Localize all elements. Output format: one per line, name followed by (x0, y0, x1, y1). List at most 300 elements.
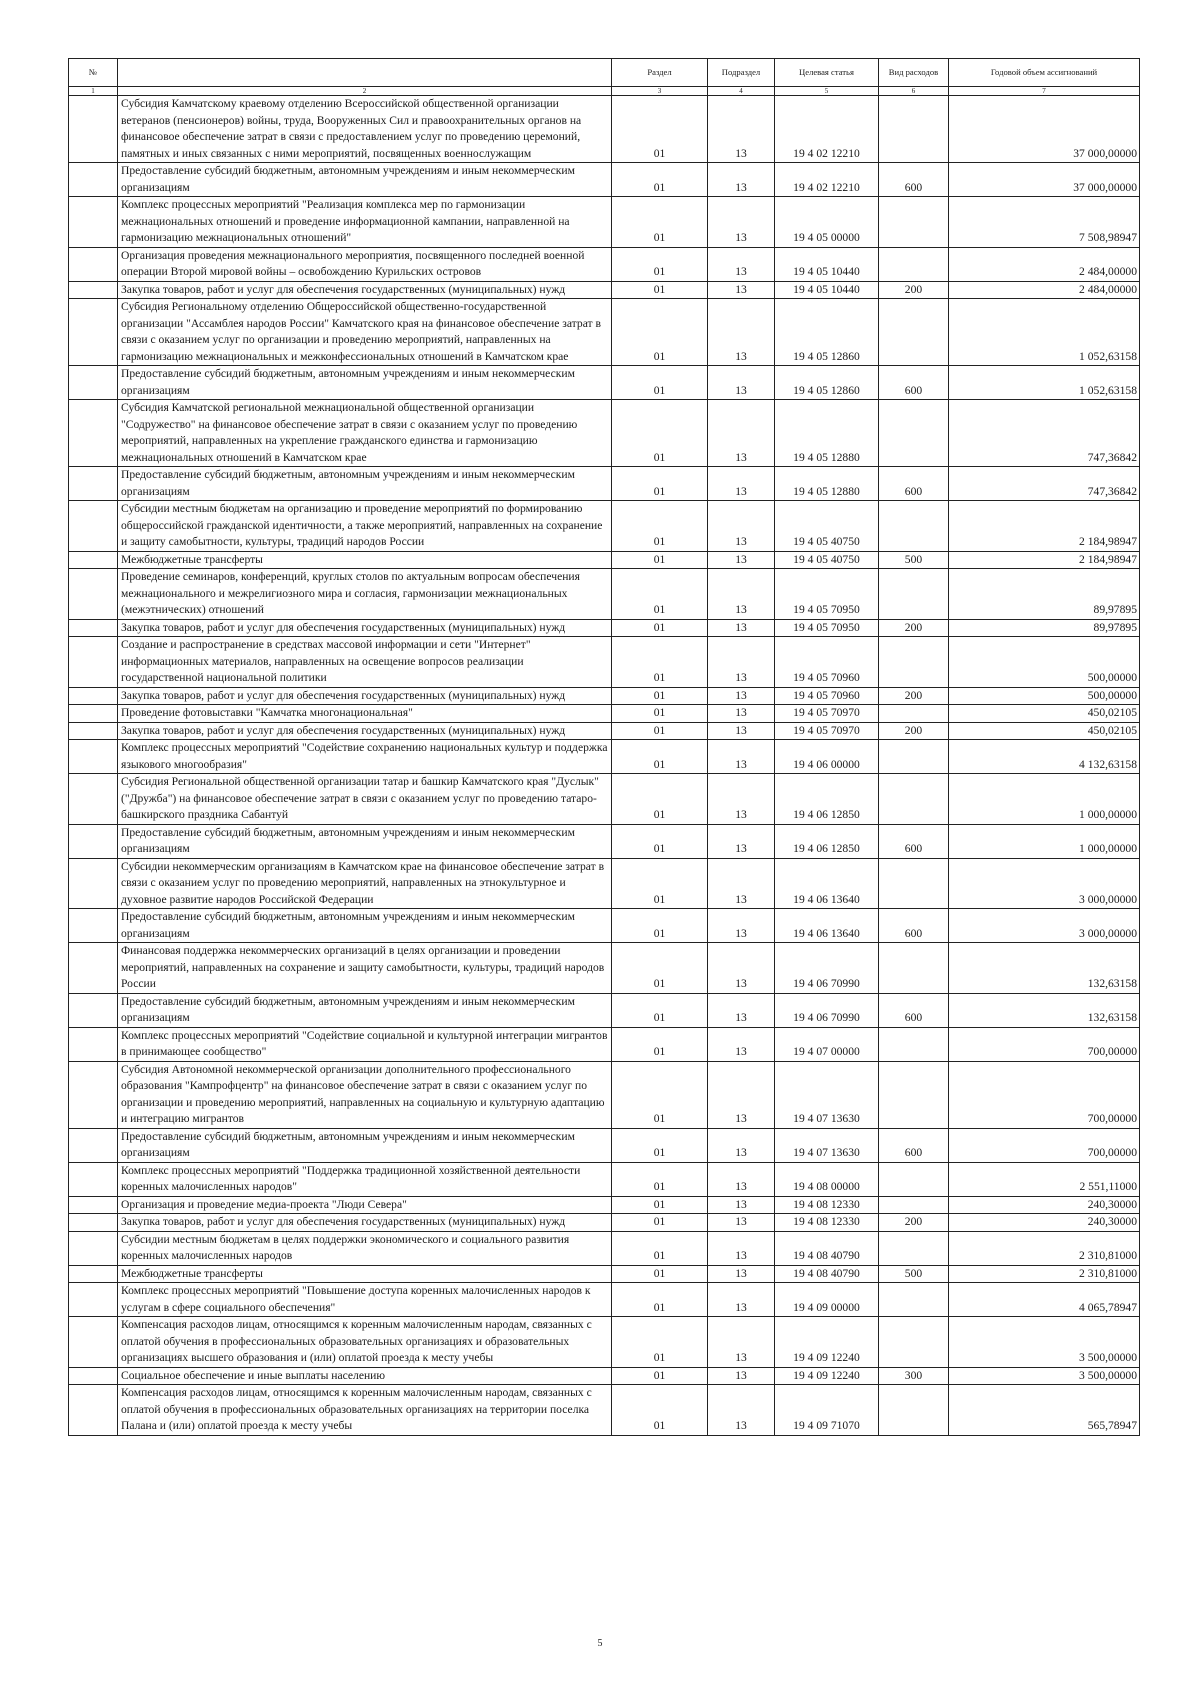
table-row (69, 1214, 1140, 1232)
row-no-cell (69, 740, 118, 774)
row-expense-type (879, 1027, 949, 1061)
row-section: 01 (612, 247, 708, 281)
row-name: Комплекс процессных мероприятий "Реализация комплекса мер по гармонизации межнациональных отношений и проведение информационной кампании, направленной на гармонизацию межнациональных отношений" (118, 197, 612, 248)
column-number: 6 (879, 87, 949, 96)
row-name: Социальное обеспечение и иные выплаты населению (118, 1367, 612, 1385)
row-no-cell (69, 197, 118, 248)
row-name: Межбюджетные трансферты (118, 551, 612, 569)
row-no-cell (69, 637, 118, 688)
row-subsection: 13 (708, 1061, 775, 1128)
row-subsection: 13 (708, 1162, 775, 1196)
row-amount: 89,97895 (949, 619, 1140, 637)
row-no-cell (69, 858, 118, 909)
row-section: 01 (612, 637, 708, 688)
row-target-code: 19 4 05 00000 (775, 197, 879, 248)
row-no-cell (69, 1367, 118, 1385)
row-name: Организация проведения межнационального мероприятия, посвященного последней военной операции Второй мировой войны – освобождению Курильских островов (118, 247, 612, 281)
row-section: 01 (612, 993, 708, 1027)
row-target-code: 19 4 08 40790 (775, 1265, 879, 1283)
table-row (69, 1061, 1140, 1128)
row-section: 01 (612, 1265, 708, 1283)
row-no-cell (69, 1265, 118, 1283)
row-target-code: 19 4 05 70950 (775, 569, 879, 620)
row-amount: 4 132,63158 (949, 740, 1140, 774)
row-subsection: 13 (708, 281, 775, 299)
table-row (69, 1027, 1140, 1061)
row-no-cell (69, 1162, 118, 1196)
row-target-code: 19 4 05 40750 (775, 501, 879, 552)
row-amount: 1 052,63158 (949, 299, 1140, 366)
row-no-cell (69, 1027, 118, 1061)
row-name: Закупка товаров, работ и услуг для обеспечения государственных (муниципальных) нужд (118, 722, 612, 740)
row-no-cell (69, 96, 118, 163)
row-target-code: 19 4 06 70990 (775, 993, 879, 1027)
row-target-code: 19 4 05 12880 (775, 467, 879, 501)
row-expense-type (879, 1317, 949, 1368)
row-amount: 7 508,98947 (949, 197, 1140, 248)
header-no: № (69, 59, 118, 87)
row-subsection: 13 (708, 467, 775, 501)
row-amount: 2 310,81000 (949, 1265, 1140, 1283)
column-number: 3 (612, 87, 708, 96)
row-amount: 37 000,00000 (949, 163, 1140, 197)
header-subsection: Подраздел (708, 59, 775, 87)
row-name: Субсидия Автономной некоммерческой организации дополнительного профессионального образования "Кампрофцентр" на финансовое обеспечение затрат в связи с оказанием услуг по организации и проведению мероприятий, направленных на социальную и культурную адаптацию и интеграцию мигрантов (118, 1061, 612, 1128)
row-expense-type: 200 (879, 619, 949, 637)
row-section: 01 (612, 1196, 708, 1214)
row-section: 01 (612, 163, 708, 197)
row-section: 01 (612, 824, 708, 858)
table-row (69, 619, 1140, 637)
row-target-code: 19 4 02 12210 (775, 163, 879, 197)
row-section: 01 (612, 909, 708, 943)
row-expense-type: 600 (879, 909, 949, 943)
row-section: 01 (612, 569, 708, 620)
column-number: 5 (775, 87, 879, 96)
row-target-code: 19 4 05 70960 (775, 637, 879, 688)
row-target-code: 19 4 06 13640 (775, 858, 879, 909)
table-row (69, 858, 1140, 909)
row-section: 01 (612, 1027, 708, 1061)
row-no-cell (69, 993, 118, 1027)
row-expense-type (879, 637, 949, 688)
row-target-code: 19 4 08 12330 (775, 1196, 879, 1214)
row-target-code: 19 4 06 70990 (775, 943, 879, 994)
row-subsection: 13 (708, 943, 775, 994)
row-expense-type (879, 501, 949, 552)
row-target-code: 19 4 09 00000 (775, 1283, 879, 1317)
row-no-cell (69, 1283, 118, 1317)
row-subsection: 13 (708, 1214, 775, 1232)
row-no-cell (69, 909, 118, 943)
row-section: 01 (612, 1283, 708, 1317)
row-expense-type (879, 569, 949, 620)
row-subsection: 13 (708, 687, 775, 705)
row-section: 01 (612, 400, 708, 467)
row-expense-type: 600 (879, 993, 949, 1027)
row-target-code: 19 4 06 13640 (775, 909, 879, 943)
row-name: Закупка товаров, работ и услуг для обеспечения государственных (муниципальных) нужд (118, 687, 612, 705)
row-target-code: 19 4 05 70970 (775, 722, 879, 740)
row-name: Закупка товаров, работ и услуг для обеспечения государственных (муниципальных) нужд (118, 619, 612, 637)
row-target-code: 19 4 08 12330 (775, 1214, 879, 1232)
row-target-code: 19 4 05 40750 (775, 551, 879, 569)
header-target: Целевая статья (775, 59, 879, 87)
row-subsection: 13 (708, 722, 775, 740)
row-subsection: 13 (708, 247, 775, 281)
row-name: Финансовая поддержка некоммерческих организаций в целях организации и проведении мероприятий, направленных на сохранение и защиту самобытности, культуры, традиций народов России (118, 943, 612, 994)
row-amount: 2 484,00000 (949, 281, 1140, 299)
table-row (69, 1317, 1140, 1368)
row-expense-type (879, 197, 949, 248)
header-amount: Годовой объем ассигнований (949, 59, 1140, 87)
table-row (69, 569, 1140, 620)
row-subsection: 13 (708, 774, 775, 825)
row-name: Создание и распространение в средствах массовой информации и сети "Интернет" информационных материалов, направленных на освещение вопросов реализации государственной национальной политики (118, 637, 612, 688)
row-expense-type (879, 400, 949, 467)
row-expense-type (879, 1385, 949, 1436)
row-name: Компенсация расходов лицам, относящимся к коренным малочисленным народам, связанных с оплатой обучения в профессиональных образовательных организациях и образовательных организациях высшего образования и (или) оплатой проезда к месту учебы (118, 1317, 612, 1368)
row-subsection: 13 (708, 197, 775, 248)
row-amount: 2 551,11000 (949, 1162, 1140, 1196)
row-no-cell (69, 1214, 118, 1232)
row-amount: 2 184,98947 (949, 551, 1140, 569)
row-amount: 2 184,98947 (949, 501, 1140, 552)
row-subsection: 13 (708, 569, 775, 620)
table-row (69, 993, 1140, 1027)
row-no-cell (69, 1128, 118, 1162)
row-section: 01 (612, 1317, 708, 1368)
row-amount: 565,78947 (949, 1385, 1140, 1436)
budget-table-sheet (68, 58, 1139, 1436)
row-amount: 1 000,00000 (949, 774, 1140, 825)
row-name: Комплекс процессных мероприятий "Содействие сохранению национальных культур и поддержка языкового многообразия" (118, 740, 612, 774)
table-row (69, 705, 1140, 723)
row-amount: 89,97895 (949, 569, 1140, 620)
header-expense: Вид расходов (879, 59, 949, 87)
row-section: 01 (612, 366, 708, 400)
row-subsection: 13 (708, 501, 775, 552)
row-target-code: 19 4 05 70960 (775, 687, 879, 705)
row-subsection: 13 (708, 619, 775, 637)
row-expense-type (879, 1231, 949, 1265)
row-no-cell (69, 619, 118, 637)
table-row (69, 1367, 1140, 1385)
row-subsection: 13 (708, 1027, 775, 1061)
row-target-code: 19 4 07 13630 (775, 1061, 879, 1128)
table-row (69, 1265, 1140, 1283)
row-name: Закупка товаров, работ и услуг для обеспечения государственных (муниципальных) нужд (118, 1214, 612, 1232)
row-no-cell (69, 705, 118, 723)
row-subsection: 13 (708, 1385, 775, 1436)
row-amount: 240,30000 (949, 1214, 1140, 1232)
row-expense-type (879, 740, 949, 774)
row-amount: 500,00000 (949, 637, 1140, 688)
table-row (69, 96, 1140, 163)
row-amount: 700,00000 (949, 1061, 1140, 1128)
table-row (69, 299, 1140, 366)
row-target-code: 19 4 07 13630 (775, 1128, 879, 1162)
row-name: Организация и проведение медиа-проекта "Люди Севера" (118, 1196, 612, 1214)
page-number: 5 (597, 1638, 603, 1649)
row-section: 01 (612, 281, 708, 299)
row-amount: 450,02105 (949, 705, 1140, 723)
row-amount: 2 310,81000 (949, 1231, 1140, 1265)
row-amount: 747,36842 (949, 400, 1140, 467)
row-section: 01 (612, 858, 708, 909)
row-no-cell (69, 501, 118, 552)
row-expense-type (879, 705, 949, 723)
row-subsection: 13 (708, 993, 775, 1027)
row-no-cell (69, 551, 118, 569)
table-row (69, 687, 1140, 705)
table-row (69, 163, 1140, 197)
row-name: Предоставление субсидий бюджетным, автономным учреждениям и иным некоммерческим организациям (118, 824, 612, 858)
row-target-code: 19 4 05 12880 (775, 400, 879, 467)
row-subsection: 13 (708, 1196, 775, 1214)
row-name: Закупка товаров, работ и услуг для обеспечения государственных (муниципальных) нужд (118, 281, 612, 299)
table-row (69, 774, 1140, 825)
row-target-code: 19 4 05 10440 (775, 281, 879, 299)
row-no-cell (69, 722, 118, 740)
row-expense-type: 600 (879, 163, 949, 197)
row-section: 01 (612, 1385, 708, 1436)
row-section: 01 (612, 551, 708, 569)
table-row (69, 197, 1140, 248)
row-target-code: 19 4 05 70970 (775, 705, 879, 723)
table-row (69, 247, 1140, 281)
row-target-code: 19 4 05 12860 (775, 366, 879, 400)
row-target-code: 19 4 09 12240 (775, 1367, 879, 1385)
row-target-code: 19 4 09 12240 (775, 1317, 879, 1368)
row-expense-type: 500 (879, 1265, 949, 1283)
row-no-cell (69, 366, 118, 400)
row-name: Предоставление субсидий бюджетным, автономным учреждениям и иным некоммерческим организациям (118, 163, 612, 197)
row-no-cell (69, 467, 118, 501)
row-subsection: 13 (708, 551, 775, 569)
row-section: 01 (612, 197, 708, 248)
table-row (69, 1196, 1140, 1214)
row-no-cell (69, 400, 118, 467)
column-number: 1 (69, 87, 118, 96)
row-no-cell (69, 1061, 118, 1128)
row-section: 01 (612, 722, 708, 740)
row-name: Субсидии местным бюджетам на организацию и проведение мероприятий по формированию общероссийской гражданской идентичности, а также мероприятий, направленных на сохранение и защиту самобытности, культуры, традиций народов России (118, 501, 612, 552)
row-section: 01 (612, 740, 708, 774)
row-name: Проведение семинаров, конференций, круглых столов по актуальным вопросам обеспечения межнационального и межрелигиозного мира и согласия, гармонизации межнациональных (межэтнических) отношений (118, 569, 612, 620)
row-name: Проведение фотовыставки "Камчатка многонациональная" (118, 705, 612, 723)
table-row (69, 722, 1140, 740)
row-subsection: 13 (708, 96, 775, 163)
row-name: Предоставление субсидий бюджетным, автономным учреждениям и иным некоммерческим организациям (118, 1128, 612, 1162)
row-subsection: 13 (708, 1283, 775, 1317)
row-section: 01 (612, 774, 708, 825)
row-subsection: 13 (708, 1128, 775, 1162)
table-row (69, 824, 1140, 858)
row-no-cell (69, 1385, 118, 1436)
row-target-code: 19 4 08 40790 (775, 1231, 879, 1265)
row-amount: 700,00000 (949, 1128, 1140, 1162)
row-name: Комплекс процессных мероприятий "Поддержка традиционной хозяйственной деятельности коренных малочисленных народов" (118, 1162, 612, 1196)
row-amount: 700,00000 (949, 1027, 1140, 1061)
table-header-row (69, 59, 1140, 87)
table-row (69, 366, 1140, 400)
row-section: 01 (612, 467, 708, 501)
row-expense-type (879, 247, 949, 281)
row-subsection: 13 (708, 858, 775, 909)
row-subsection: 13 (708, 740, 775, 774)
row-subsection: 13 (708, 366, 775, 400)
table-row (69, 1385, 1140, 1436)
row-name: Субсидия Региональному отделению Общероссийской общественно-государственной организации "Ассамблея народов России" Камчатского края на финансовое обеспечение затрат в связи с оказанием услуг по организации и проведению мероприятий, направленных на гармонизацию межнациональных и межконфессиональных отношений в Камчатском крае (118, 299, 612, 366)
row-expense-type: 600 (879, 366, 949, 400)
row-amount: 450,02105 (949, 722, 1140, 740)
row-name: Субсидия Камчатской региональной межнациональной общественной организации "Содружество" на финансовое обеспечение затрат в связи с оказанием услуг по проведению мероприятий, направленных на укрепление гражданского единства и гармонизацию межнациональных отношений в Камчатском крае (118, 400, 612, 467)
row-target-code: 19 4 06 12850 (775, 774, 879, 825)
row-no-cell (69, 1317, 118, 1368)
row-no-cell (69, 163, 118, 197)
row-subsection: 13 (708, 400, 775, 467)
header-name (118, 59, 612, 87)
row-target-code: 19 4 05 70950 (775, 619, 879, 637)
row-section: 01 (612, 1128, 708, 1162)
row-section: 01 (612, 1367, 708, 1385)
row-target-code: 19 4 06 00000 (775, 740, 879, 774)
row-no-cell (69, 774, 118, 825)
row-amount: 3 000,00000 (949, 858, 1140, 909)
row-section: 01 (612, 501, 708, 552)
table-row (69, 1128, 1140, 1162)
table-row (69, 1162, 1140, 1196)
row-amount: 3 000,00000 (949, 909, 1140, 943)
header-section: Раздел (612, 59, 708, 87)
row-amount: 37 000,00000 (949, 96, 1140, 163)
column-number: 2 (118, 87, 612, 96)
row-name: Комплекс процессных мероприятий "Содействие социальной и культурной интеграции мигрантов в принимающее сообщество" (118, 1027, 612, 1061)
row-no-cell (69, 1196, 118, 1214)
row-name: Субсидия Региональной общественной организации татар и башкир Камчатского края "Дуслык" ("Дружба") на финансовое обеспечение затрат в связи с оказанием услуг по проведению татаро-башкирского праздника Сабантуй (118, 774, 612, 825)
row-no-cell (69, 1231, 118, 1265)
row-expense-type (879, 1162, 949, 1196)
row-expense-type (879, 299, 949, 366)
row-expense-type: 200 (879, 281, 949, 299)
row-name: Предоставление субсидий бюджетным, автономным учреждениям и иным некоммерческим организациям (118, 909, 612, 943)
row-amount: 2 484,00000 (949, 247, 1140, 281)
row-subsection: 13 (708, 909, 775, 943)
row-no-cell (69, 943, 118, 994)
row-subsection: 13 (708, 1265, 775, 1283)
row-amount: 500,00000 (949, 687, 1140, 705)
row-section: 01 (612, 299, 708, 366)
row-amount: 132,63158 (949, 993, 1140, 1027)
row-amount: 132,63158 (949, 943, 1140, 994)
row-expense-type (879, 858, 949, 909)
row-amount: 747,36842 (949, 467, 1140, 501)
row-name: Межбюджетные трансферты (118, 1265, 612, 1283)
row-section: 01 (612, 943, 708, 994)
table-row (69, 637, 1140, 688)
column-number: 7 (949, 87, 1140, 96)
row-expense-type (879, 1061, 949, 1128)
table-row (69, 501, 1140, 552)
row-section: 01 (612, 705, 708, 723)
table-row (69, 551, 1140, 569)
row-target-code: 19 4 09 71070 (775, 1385, 879, 1436)
column-number: 4 (708, 87, 775, 96)
row-target-code: 19 4 07 00000 (775, 1027, 879, 1061)
row-subsection: 13 (708, 163, 775, 197)
table-row (69, 909, 1140, 943)
row-expense-type: 200 (879, 1214, 949, 1232)
row-section: 01 (612, 619, 708, 637)
row-subsection: 13 (708, 1231, 775, 1265)
row-expense-type: 600 (879, 1128, 949, 1162)
row-expense-type (879, 943, 949, 994)
row-target-code: 19 4 05 12860 (775, 299, 879, 366)
row-subsection: 13 (708, 1317, 775, 1368)
row-no-cell (69, 687, 118, 705)
row-section: 01 (612, 96, 708, 163)
row-no-cell (69, 299, 118, 366)
row-subsection: 13 (708, 299, 775, 366)
row-section: 01 (612, 687, 708, 705)
row-name: Субсидии местным бюджетам в целях поддержки экономического и социального развития коренных малочисленных народов (118, 1231, 612, 1265)
row-expense-type: 600 (879, 467, 949, 501)
row-subsection: 13 (708, 637, 775, 688)
row-name: Предоставление субсидий бюджетным, автономным учреждениям и иным некоммерческим организациям (118, 366, 612, 400)
row-subsection: 13 (708, 1367, 775, 1385)
row-name: Компенсация расходов лицам, относящимся к коренным малочисленным народам, связанных с оплатой обучения в профессиональных образовательных организациях на территории поселка Палана и (или) оплатой проезда к месту учебы (118, 1385, 612, 1436)
budget-table (68, 58, 1140, 1436)
table-row (69, 400, 1140, 467)
row-name: Комплекс процессных мероприятий "Повышение доступа коренных малочисленных народов к услугам в сфере социального обеспечения" (118, 1283, 612, 1317)
row-no-cell (69, 281, 118, 299)
row-expense-type (879, 96, 949, 163)
row-expense-type (879, 1196, 949, 1214)
row-section: 01 (612, 1231, 708, 1265)
row-section: 01 (612, 1214, 708, 1232)
row-amount: 240,30000 (949, 1196, 1140, 1214)
row-target-code: 19 4 08 00000 (775, 1162, 879, 1196)
row-expense-type: 300 (879, 1367, 949, 1385)
row-target-code: 19 4 02 12210 (775, 96, 879, 163)
row-amount: 1 000,00000 (949, 824, 1140, 858)
row-amount: 1 052,63158 (949, 366, 1140, 400)
row-expense-type: 200 (879, 722, 949, 740)
row-expense-type: 500 (879, 551, 949, 569)
row-no-cell (69, 569, 118, 620)
column-number-row (69, 87, 1140, 96)
row-expense-type: 600 (879, 824, 949, 858)
table-row (69, 281, 1140, 299)
row-expense-type (879, 774, 949, 825)
row-section: 01 (612, 1162, 708, 1196)
row-name: Субсидии некоммерческим организациям в Камчатском крае на финансовое обеспечение затрат в связи с оказанием услуг по проведению мероприятий, направленных на этнокультурное и духовное развитие народов Российской Федерации (118, 858, 612, 909)
row-amount: 3 500,00000 (949, 1367, 1140, 1385)
row-subsection: 13 (708, 705, 775, 723)
table-row (69, 1231, 1140, 1265)
row-name: Предоставление субсидий бюджетным, автономным учреждениям и иным некоммерческим организациям (118, 993, 612, 1027)
row-target-code: 19 4 06 12850 (775, 824, 879, 858)
row-name: Предоставление субсидий бюджетным, автономным учреждениям и иным некоммерческим организациям (118, 467, 612, 501)
row-expense-type (879, 1283, 949, 1317)
table-row (69, 943, 1140, 994)
row-no-cell (69, 247, 118, 281)
row-name: Субсидия Камчатскому краевому отделению Всероссийской общественной организации ветеранов (пенсионеров) войны, труда, Вооруженных Сил и правоохранительных органов на финансовое обеспечение затрат в связи с предоставлением услуг по проведению церемоний, памятных и иных связанных с ними мероприятий, посвященных военнослужащим (118, 96, 612, 163)
row-amount: 4 065,78947 (949, 1283, 1140, 1317)
row-no-cell (69, 824, 118, 858)
table-row (69, 467, 1140, 501)
